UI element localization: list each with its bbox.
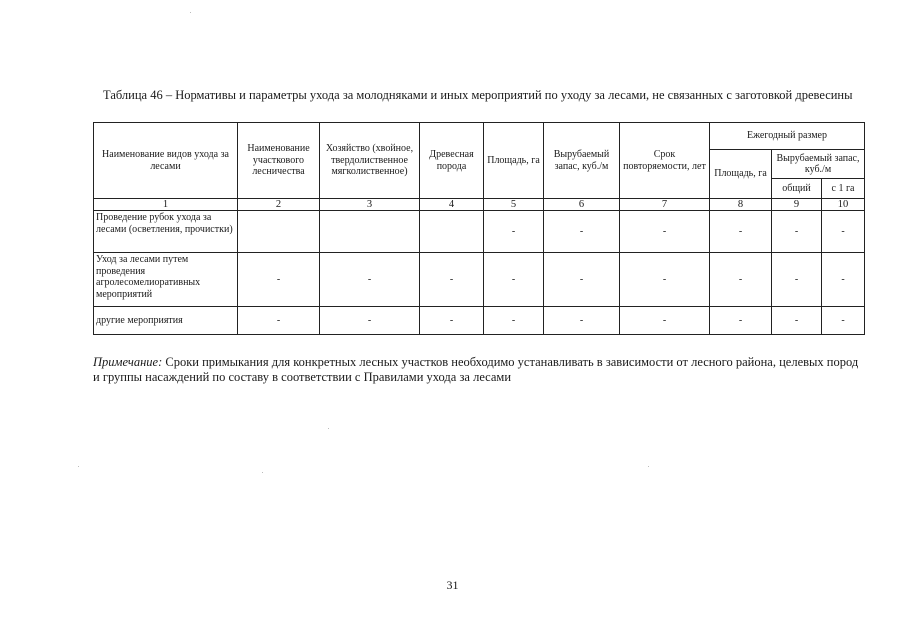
table-cell: -: [772, 211, 822, 253]
table-cell: -: [238, 307, 320, 335]
header-district: Наименование участкового лесничества: [238, 123, 320, 199]
table-cell: -: [620, 211, 710, 253]
table-cell: -: [620, 307, 710, 335]
note-text: Сроки примыкания для конкретных лесных участков необходимо устанавливать в зависимости от лесного района, целевых пород и группы насаждений по составу в соответствии с Правилами ухода за лесами: [93, 355, 859, 384]
column-number: 4: [420, 199, 484, 211]
header-care-type: Наименование видов ухода за лесами: [94, 123, 238, 199]
table-row: [94, 253, 865, 307]
note-label: Примечание:: [93, 355, 163, 369]
table-cell: -: [484, 307, 544, 335]
row-label: Проведение рубок ухода за лесами (осветления, прочистки): [94, 211, 238, 253]
table-cell: -: [620, 253, 710, 307]
header-annual: Ежегодный размер: [710, 123, 865, 150]
table-row: [94, 307, 865, 335]
table-cell: -: [484, 211, 544, 253]
table-cell: [420, 211, 484, 253]
table-note: [93, 355, 865, 385]
header-annual-area: Площадь, га: [710, 150, 772, 199]
table-cell: -: [822, 307, 865, 335]
header-economy: Хозяйство (хвойное, твердолиственное мягколиственное): [320, 123, 420, 199]
header-annual-per-ha: с 1 га: [822, 179, 865, 199]
header-annual-total: общий: [772, 179, 822, 199]
column-number: 1: [94, 199, 238, 211]
forest-care-table: [93, 122, 865, 335]
column-number: 7: [620, 199, 710, 211]
table-cell: -: [822, 211, 865, 253]
column-number: 9: [772, 199, 822, 211]
table-cell: -: [238, 253, 320, 307]
scan-speck: [190, 12, 191, 13]
scan-speck: [648, 466, 649, 467]
table-cell: -: [710, 253, 772, 307]
table-cell: -: [420, 307, 484, 335]
scan-speck: [262, 472, 263, 473]
column-number: 3: [320, 199, 420, 211]
header-cut-stock: Вырубаемый запас, куб./м: [544, 123, 620, 199]
table-cell: -: [710, 307, 772, 335]
header-repeat-period: Срок повторяемости, лет: [620, 123, 710, 199]
table-cell: -: [420, 253, 484, 307]
table-cell: -: [320, 253, 420, 307]
column-number: 6: [544, 199, 620, 211]
table-cell: -: [822, 253, 865, 307]
scan-speck: [328, 428, 329, 429]
column-number: 10: [822, 199, 865, 211]
page-number: 31: [446, 578, 459, 592]
row-label: Уход за лесами путем проведения агролесомелиоративных мероприятий: [94, 253, 238, 307]
scan-speck: [78, 466, 79, 467]
table-cell: [238, 211, 320, 253]
table-cell: -: [772, 307, 822, 335]
column-number: 5: [484, 199, 544, 211]
table-cell: -: [320, 307, 420, 335]
row-label: другие мероприятия: [94, 307, 238, 335]
header-annual-stock: Вырубаемый запас, куб./м: [772, 150, 865, 179]
column-number: 2: [238, 199, 320, 211]
table-row: [94, 211, 865, 253]
table-cell: -: [772, 253, 822, 307]
table-cell: -: [710, 211, 772, 253]
table-cell: -: [544, 253, 620, 307]
column-number: 8: [710, 199, 772, 211]
header-area: Площадь, га: [484, 123, 544, 199]
table-cell: -: [544, 307, 620, 335]
table-caption: Таблица 46 – Нормативы и параметры ухода за молодняками и иных мероприятий по уходу за лесами, не связанных с заготовкой древесины: [103, 88, 853, 102]
table-cell: [320, 211, 420, 253]
table-cell: -: [484, 253, 544, 307]
header-species: Древесная порода: [420, 123, 484, 199]
table-cell: -: [544, 211, 620, 253]
